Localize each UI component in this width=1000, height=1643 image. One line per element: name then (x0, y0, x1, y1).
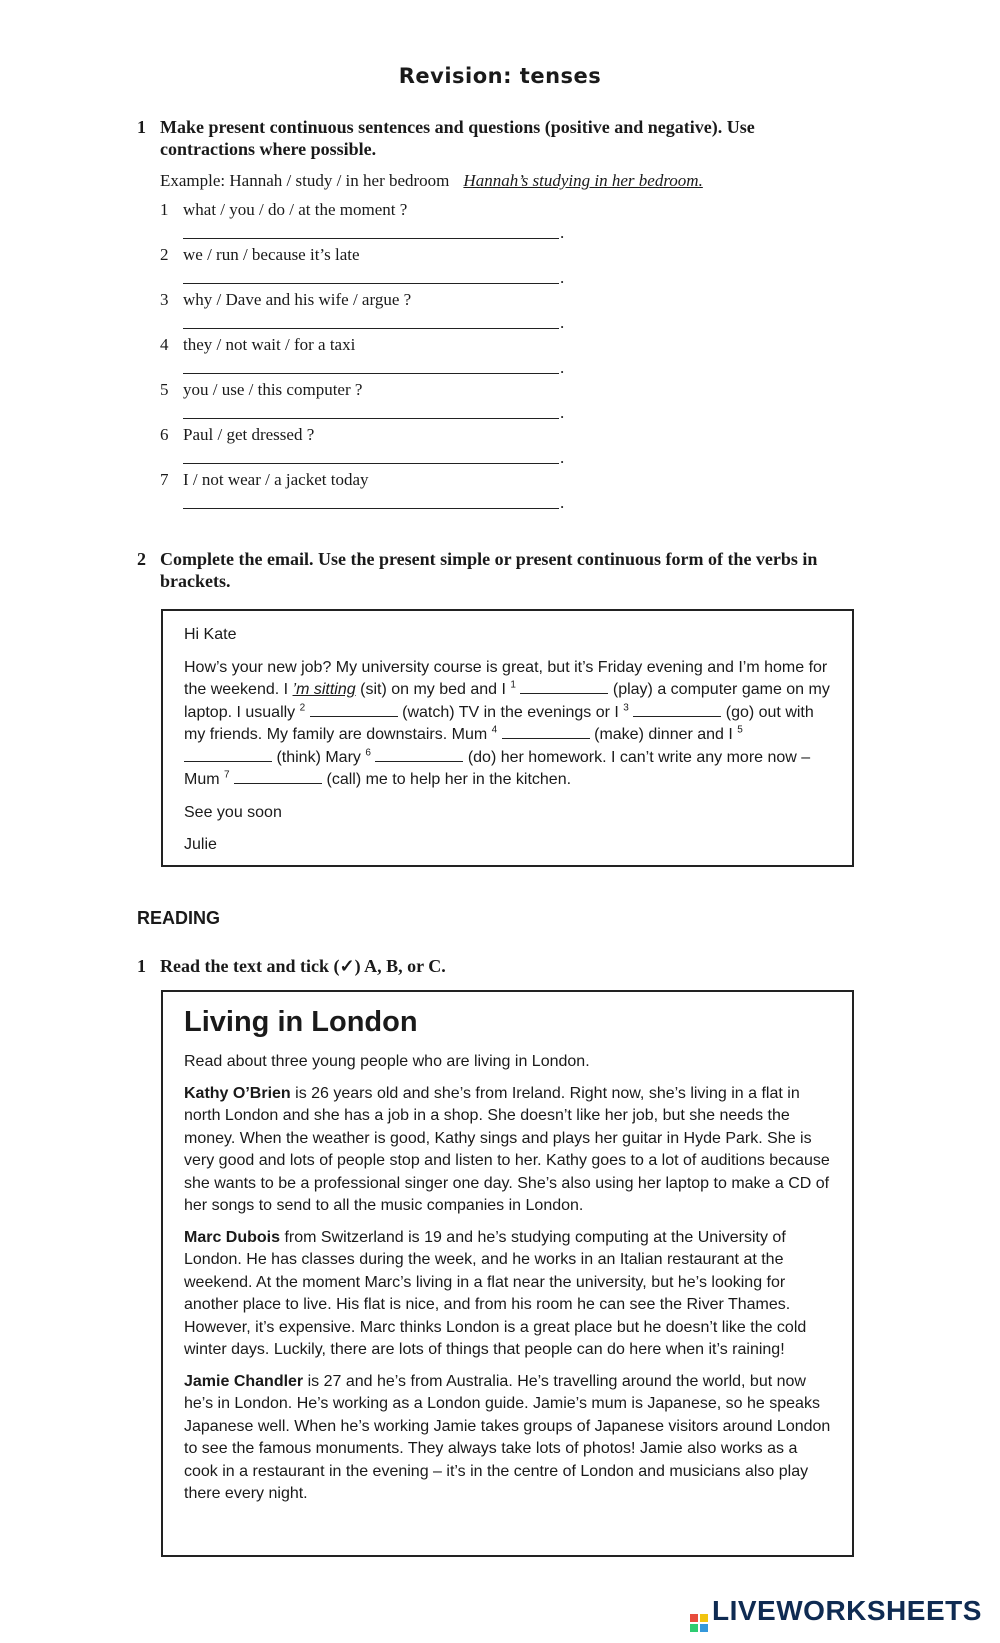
blank-1[interactable] (520, 679, 608, 694)
liveworksheets-logo: LIVEWORKSHEETS (690, 1595, 982, 1632)
article-box (161, 990, 854, 1557)
exercise-instruction: Complete the email. Use the present simple or present continuous form of the verbs in brackets. (160, 549, 818, 591)
email-box (161, 609, 854, 867)
list-item: 7 I / not wear / a jacket today (160, 470, 369, 489)
answer-line[interactable] (183, 463, 559, 464)
exercise-number: 2 (137, 549, 146, 569)
email-body: How’s your new job? My university course is great, but it’s Friday evening and I’m home for the weekend. I ’m sitting (sit) on my bed and I $^1$ (play) a computer game on my laptop. I usually $^2$ (watch) TV in the evenings or I $^3$ (go) out with my friends. My family are downstairs. Mum $^4$ (make) dinner and I $^5$ (think) Mary $^6$ (do) her homework. I can’t write any more now – Mum $^7$ (call) me to help her in the kitchen. (184, 658, 830, 788)
article-intro: Read about three young people who are living in London. (184, 1053, 590, 1070)
email-greeting: Hi Kate (184, 626, 237, 643)
answer-line[interactable] (183, 328, 559, 329)
article-paragraph: Jamie Chandler is 27 and he’s from Australia. He’s travelling around the world, but now he’s in London. He’s working as a London guide. Jamie’s mum is Japanese, so he speaks Japanese well. When he’s working Jamie takes groups of Japanese visitors around London to see the famous monuments. They always take lots of photos! Jamie also works as a cook in a restaurant in the evening – it’s in the centre of London and musicians also play there every night. (184, 1372, 831, 1502)
list-item: 6 Paul / get dressed ? (160, 425, 315, 444)
list-item: 2 we / run / because it’s late (160, 245, 360, 264)
answer-line[interactable] (183, 418, 559, 419)
reading-heading: READING (137, 908, 221, 928)
article-paragraph: Kathy O’Brien is 26 years old and she’s from Ireland. Right now, she’s living in a flat in north London and she has a job in a shop. She doesn’t like her job, but she needs the money. When the weather is good, Kathy sings and plays her guitar in Hyde Park. She is very good and lots of people stop and listen to her. Kathy goes to a lot of auditions because she wants to be a professional singer one day. She’s also using her laptop to make a CD of her songs to send to all the music companies in London. (184, 1084, 830, 1214)
blank-3[interactable] (633, 702, 721, 717)
logo-blocks-icon (690, 1614, 708, 1632)
page-title: Revision: tenses (398, 64, 602, 88)
answer-line[interactable] (183, 238, 559, 239)
exercise-instruction: Read the text and tick (✓) A, B, or C. (160, 956, 446, 976)
article-paragraph: Marc Dubois from Switzerland is 19 and he’s studying computing at the University of London. He has classes during the week, and he works in an Italian restaurant at the weekend. At the moment Marc’s living in a flat near the university, but he’s looking for another place to live. His flat is nice, and from his room he can see the River Thames. However, it’s expensive. Marc thinks London is a great place but he doesn’t like the cold winter days. Luckily, there are lots of things that people can do here when it’s raining! (184, 1228, 807, 1358)
email-closing: See you soon (184, 803, 282, 821)
exercise-number: 1 (137, 956, 146, 976)
list-item: 5 you / use / this computer ? (160, 380, 363, 399)
example-line (160, 171, 703, 191)
list-item: 3 why / Dave and his wife / argue ? (160, 290, 412, 309)
blank-7[interactable] (234, 769, 322, 784)
article-title: Living in London (184, 1006, 418, 1038)
blank-6[interactable] (375, 747, 463, 762)
answer-line[interactable] (183, 508, 559, 509)
list-item: 4 they / not wait / for a taxi (160, 335, 356, 354)
answer-line[interactable] (183, 283, 559, 284)
blank-4[interactable] (502, 724, 590, 739)
exercise-instruction: Make present continuous sentences and questions (positive and negative). Use contractions where possible. (160, 117, 755, 159)
example-answer: Hannah’s studying in her bedroom. (463, 171, 703, 190)
exercise-number: 1 (137, 117, 146, 137)
blank-5[interactable] (184, 747, 272, 762)
filled-answer: ’m sitting (292, 681, 356, 698)
example-prompt: Example: Hannah / study / in her bedroom (160, 171, 450, 190)
answer-line[interactable] (183, 373, 559, 374)
blank-2[interactable] (310, 702, 398, 717)
email-signature: Julie (184, 836, 217, 853)
list-item: 1 what / you / do / at the moment ? (160, 200, 408, 219)
